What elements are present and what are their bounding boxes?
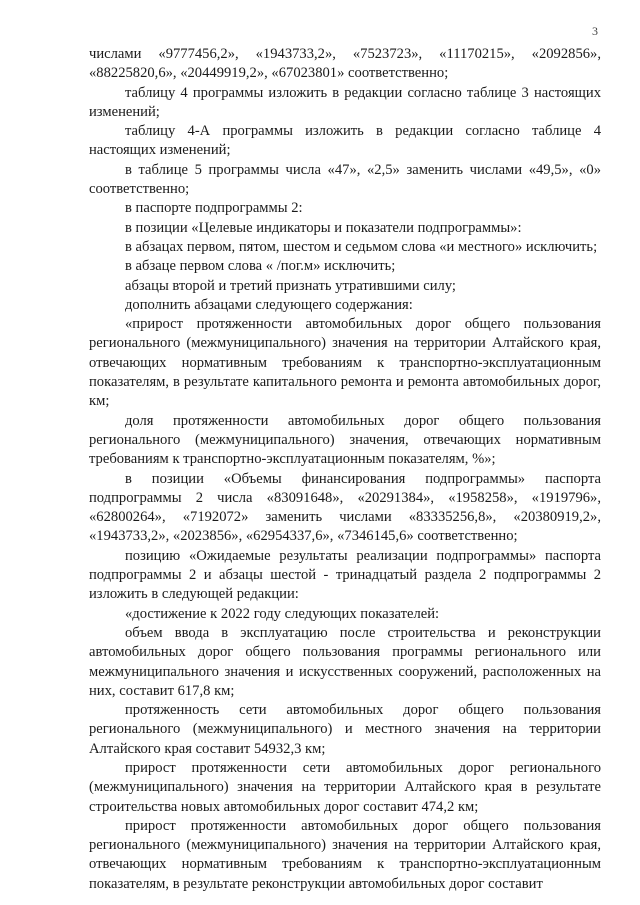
paragraph: объем ввода в эксплуатацию после строительства и реконструкции автомобильных дорог общего пользования программы регионального или межмуниципального значения и искусственных сооружений, расположенных на них, составит 617,8 км; <box>89 624 601 699</box>
paragraph: числами «9777456,2», «1943733,2», «7523723», «11170215», «2092856», «88225820,6», «20449919,2», «67023801» соответственно; <box>89 46 601 82</box>
paragraph: прирост протяженности сети автомобильных дорог регионального (межмуниципального) значения на территории Алтайского края в результате строительства новых автомобильных дорог составит 474,2 км; <box>89 759 601 815</box>
paragraph: «прирост протяженности автомобильных дорог общего пользования регионального (межмуниципального) значения на территории Алтайского края, отвечающих нормативным требованиям к транспортно-эксплуатационным показателям, в результате капитального ремонта и ремонта автомобильных дорог, км; <box>89 316 601 410</box>
paragraph: в паспорте подпрограммы 2: <box>125 200 303 217</box>
document-body <box>89 45 601 894</box>
paragraph: позицию «Ожидаемые результаты реализации подпрограммы» паспорта подпрограммы 2 и абзацы шестой - тринадцатый раздела 2 подпрограммы 2 изложить в следующей редакции: <box>89 547 601 603</box>
paragraph: доля протяженности автомобильных дорог общего пользования регионального (межмуниципального) значения, отвечающих нормативным требованиям к транспортно-эксплуатационным показателям, %»; <box>89 412 601 468</box>
paragraph: в абзацах первом, пятом, шестом и седьмом слова «и местного» исключить; <box>125 238 598 255</box>
paragraph: таблицу 4 программы изложить в редакции согласно таблице 3 настоящих изменений; <box>89 84 601 120</box>
paragraph: прирост протяженности автомобильных дорог общего пользования регионального (межмуниципального) значения на территории Алтайского края, отвечающих нормативным требованиям к транспортно-эксплуатационным показателям, в результате реконструкции автомобильных дорог составит <box>89 817 601 892</box>
paragraph: в позиции «Объемы финансирования подпрограммы» паспорта подпрограммы 2 числа «83091648», «20291384», «1958258», «1919796», «62800264», «7192072» заменить числами «83335256,8», «20380919,2», «1943733,2», «2023856», «62954337,6», «7346145,6» соответственно; <box>89 470 601 545</box>
paragraph: в абзаце первом слова « /пог.м» исключить; <box>125 258 396 275</box>
paragraph: «достижение к 2022 году следующих показателей: <box>125 605 440 622</box>
paragraph: протяженность сети автомобильных дорог общего пользования регионального (межмуниципального) и местного значения на территории Алтайского края составит 54932,3 км; <box>89 702 601 757</box>
page-number: 3 <box>592 24 598 38</box>
paragraph: в позиции «Целевые индикаторы и показатели подпрограммы»: <box>125 219 522 236</box>
paragraph: абзацы второй и третий признать утратившими силу; <box>125 277 456 294</box>
paragraph: в таблице 5 программы числа «47», «2,5» заменить числами «49,5», «0» соответственно; <box>89 161 601 198</box>
paragraph: дополнить абзацами следующего содержания: <box>125 296 413 313</box>
paragraph: таблицу 4-А программы изложить в редакции согласно таблице 4 настоящих изменений; <box>89 123 601 159</box>
